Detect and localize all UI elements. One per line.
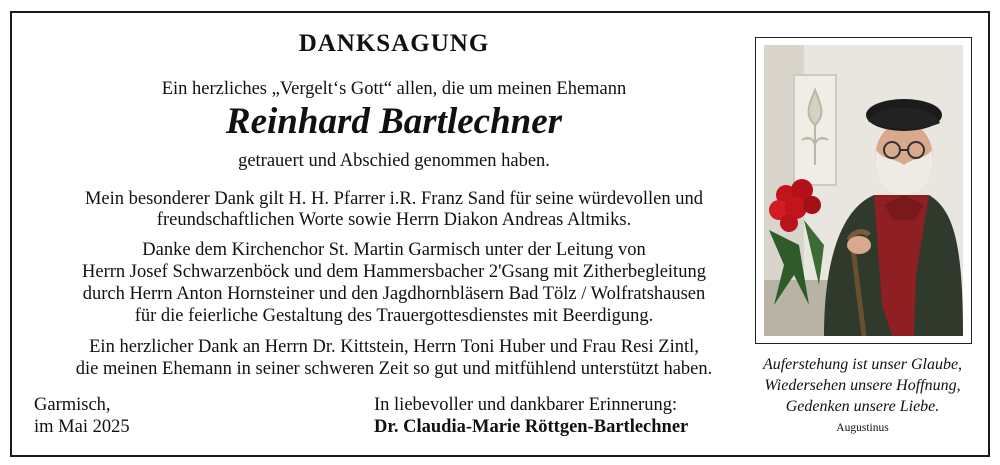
quote-line: Wiedersehen unsere Hoffnung,	[764, 377, 961, 394]
notice-heading: DANKSAGUNG	[298, 30, 490, 57]
paragraph-line: Danke dem Kirchenchor St. Martin Garmisch unter der Leitung von	[142, 240, 646, 260]
deceased-name: Reinhard Bartlechner	[225, 101, 563, 142]
paragraph-line: Mein besonderer Dank gilt H. H. Pfarrer i.R. Franz Sand für seine würdevollen und	[84, 189, 704, 209]
portrait-frame	[755, 37, 972, 344]
after-name-line: getrauert und Abschied genommen haben.	[238, 151, 550, 171]
paragraph-line: die meinen Ehemann in seiner schweren Zeit so gut und mitfühlend unterstützt haben.	[75, 359, 713, 379]
paragraph-line: freundschaftlichen Worte sowie Herrn Diakon Andreas Altmiks.	[156, 210, 632, 230]
date-label: im Mai 2025	[34, 417, 130, 437]
intro-line: Ein herzliches „Vergelt‘s Gott“ allen, die um meinen Ehemann	[161, 79, 627, 99]
closing-line: In liebevoller und dankbarer Erinnerung:	[374, 395, 678, 415]
place-label: Garmisch,	[34, 395, 111, 415]
paragraph-line: Ein herzlicher Dank an Herrn Dr. Kittstein, Herrn Toni Huber und Frau Resi Zintl,	[89, 337, 699, 357]
quote-line: Auferstehung ist unser Glaube,	[762, 356, 963, 373]
quote-line: Gedenken unsere Liebe.	[785, 398, 940, 415]
paragraph-line: Herrn Josef Schwarzenböck und dem Hammersbacher 2'Gsang mit Zitherbegleitung	[82, 262, 706, 282]
signature: Dr. Claudia-Marie Röttgen-Bartlechner	[374, 417, 689, 437]
paragraph-line: durch Herrn Anton Hornsteiner und den Jagdhornbläsern Bad Tölz / Wolfratshausen	[82, 284, 706, 304]
quote-author: Augustinus	[836, 422, 889, 434]
portrait-illustration	[764, 45, 963, 336]
paragraph-line: für die feierliche Gestaltung des Trauergottesdienstes mit Beerdigung.	[134, 306, 654, 326]
portrait-photo	[764, 45, 963, 336]
